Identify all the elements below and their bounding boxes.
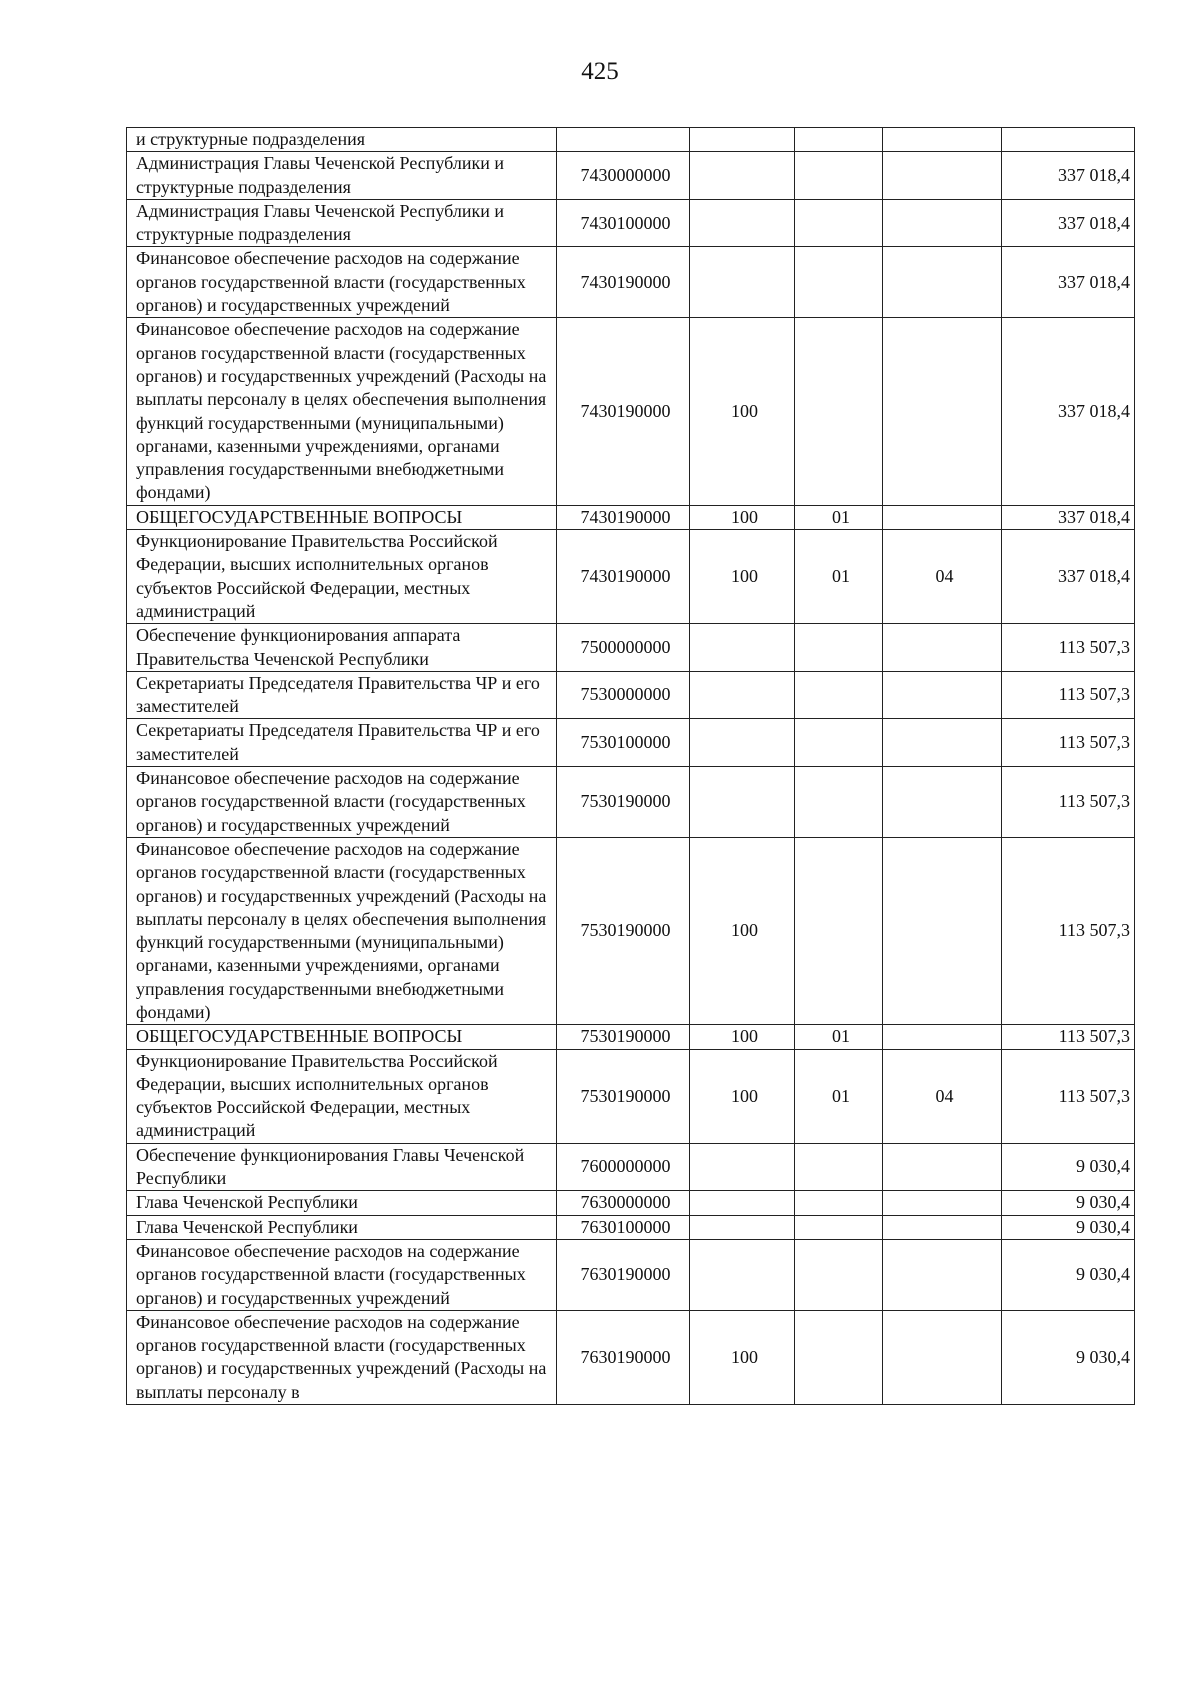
row-code: 7530190000 <box>557 767 690 838</box>
row-code: 7430190000 <box>557 530 690 624</box>
row-code: 7600000000 <box>557 1143 690 1191</box>
row-code: 7630000000 <box>557 1191 690 1215</box>
row-pr: 04 <box>883 530 1002 624</box>
row-vr <box>690 719 795 767</box>
table-row <box>127 152 1135 200</box>
row-name: Секретариаты Председателя Правительства ЧР и его заместителей <box>127 671 557 719</box>
row-name: Глава Чеченской Республики <box>127 1191 557 1215</box>
table-row <box>127 128 1135 152</box>
row-vr: 100 <box>690 318 795 505</box>
row-rz <box>795 1310 883 1404</box>
row-rz <box>795 1239 883 1310</box>
row-sum: 337 018,4 <box>1002 247 1135 318</box>
row-name: Администрация Главы Чеченской Республики и структурные подразделения <box>127 199 557 247</box>
row-code: 7630190000 <box>557 1310 690 1404</box>
row-vr <box>690 767 795 838</box>
row-vr: 100 <box>690 1025 795 1049</box>
table-row <box>127 1143 1135 1191</box>
row-rz: 01 <box>795 1049 883 1143</box>
row-name: и структурные подразделения <box>127 128 557 152</box>
row-sum: 113 507,3 <box>1002 719 1135 767</box>
row-sum: 113 507,3 <box>1002 837 1135 1024</box>
row-rz <box>795 1191 883 1215</box>
row-pr <box>883 1215 1002 1239</box>
row-code: 7530190000 <box>557 1025 690 1049</box>
row-pr: 04 <box>883 1049 1002 1143</box>
row-vr <box>690 128 795 152</box>
row-rz <box>795 247 883 318</box>
row-pr <box>883 624 1002 672</box>
table-row <box>127 1215 1135 1239</box>
row-sum: 9 030,4 <box>1002 1239 1135 1310</box>
row-name: Финансовое обеспечение расходов на содержание органов государственной власти (государственных органов) и государственных учреждений <box>127 767 557 838</box>
row-vr <box>690 199 795 247</box>
row-code: 7430000000 <box>557 152 690 200</box>
row-pr <box>883 152 1002 200</box>
row-pr <box>883 1143 1002 1191</box>
row-code: 7630190000 <box>557 1239 690 1310</box>
table-row <box>127 719 1135 767</box>
table-row <box>127 1239 1135 1310</box>
row-pr <box>883 318 1002 505</box>
row-rz <box>795 1143 883 1191</box>
row-vr <box>690 1215 795 1239</box>
table-row <box>127 1310 1135 1404</box>
table-row <box>127 530 1135 624</box>
table-row <box>127 624 1135 672</box>
row-sum: 113 507,3 <box>1002 767 1135 838</box>
page-number: 425 <box>581 58 619 85</box>
row-code: 7530100000 <box>557 719 690 767</box>
row-vr <box>690 624 795 672</box>
table-row <box>127 837 1135 1024</box>
row-name: Финансовое обеспечение расходов на содержание органов государственной власти (государственных органов) и государственных учреждений <box>127 1239 557 1310</box>
row-sum: 337 018,4 <box>1002 152 1135 200</box>
row-pr <box>883 1025 1002 1049</box>
row-code: 7430190000 <box>557 318 690 505</box>
table-row <box>127 1025 1135 1049</box>
row-name: Секретариаты Председателя Правительства ЧР и его заместителей <box>127 719 557 767</box>
row-vr: 100 <box>690 1049 795 1143</box>
row-name: Администрация Главы Чеченской Республики и структурные подразделения <box>127 152 557 200</box>
row-vr: 100 <box>690 837 795 1024</box>
row-name: ОБЩЕГОСУДАРСТВЕННЫЕ ВОПРОСЫ <box>127 505 557 529</box>
row-pr <box>883 719 1002 767</box>
row-rz: 01 <box>795 1025 883 1049</box>
row-pr <box>883 837 1002 1024</box>
row-name: ОБЩЕГОСУДАРСТВЕННЫЕ ВОПРОСЫ <box>127 1025 557 1049</box>
row-pr <box>883 767 1002 838</box>
row-sum: 9 030,4 <box>1002 1191 1135 1215</box>
row-rz: 01 <box>795 530 883 624</box>
row-code: 7430190000 <box>557 247 690 318</box>
table-row <box>127 318 1135 505</box>
row-vr: 100 <box>690 505 795 529</box>
row-rz <box>795 199 883 247</box>
row-name: Обеспечение функционирования аппарата Правительства Чеченской Республики <box>127 624 557 672</box>
row-name: Функционирование Правительства Российской Федерации, высших исполнительных органов субъектов Российской Федерации, местных администраций <box>127 1049 557 1143</box>
row-vr: 100 <box>690 1310 795 1404</box>
row-rz <box>795 671 883 719</box>
row-name: Финансовое обеспечение расходов на содержание органов государственной власти (государственных органов) и государственных учреждений (Расходы на выплаты персоналу в <box>127 1310 557 1404</box>
row-code: 7530190000 <box>557 1049 690 1143</box>
row-name: Финансовое обеспечение расходов на содержание органов государственной власти (государственных органов) и государственных учреждений <box>127 247 557 318</box>
row-vr <box>690 152 795 200</box>
table-row <box>127 671 1135 719</box>
row-rz <box>795 1215 883 1239</box>
row-vr <box>690 671 795 719</box>
row-code: 7430100000 <box>557 199 690 247</box>
row-sum: 337 018,4 <box>1002 318 1135 505</box>
row-pr <box>883 247 1002 318</box>
table-row <box>127 247 1135 318</box>
row-rz <box>795 837 883 1024</box>
table-row <box>127 1049 1135 1143</box>
row-name: Финансовое обеспечение расходов на содержание органов государственной власти (государственных органов) и государственных учреждений (Расходы на выплаты персоналу в целях обеспечения выполнения функций государственными (муниципальными) органами, казенными учреждениями, органами управления государственными внебюджетными фондами) <box>127 318 557 505</box>
row-sum: 113 507,3 <box>1002 671 1135 719</box>
row-code: 7630100000 <box>557 1215 690 1239</box>
row-sum: 113 507,3 <box>1002 624 1135 672</box>
row-code: 7530000000 <box>557 671 690 719</box>
row-pr <box>883 128 1002 152</box>
row-pr <box>883 199 1002 247</box>
row-vr <box>690 247 795 318</box>
row-rz <box>795 767 883 838</box>
row-name: Функционирование Правительства Российской Федерации, высших исполнительных органов субъектов Российской Федерации, местных администраций <box>127 530 557 624</box>
row-sum <box>1002 128 1135 152</box>
row-pr <box>883 505 1002 529</box>
row-vr <box>690 1191 795 1215</box>
row-vr <box>690 1143 795 1191</box>
row-pr <box>883 671 1002 719</box>
row-sum: 113 507,3 <box>1002 1049 1135 1143</box>
row-rz <box>795 128 883 152</box>
row-code: 7430190000 <box>557 505 690 529</box>
table-row <box>127 1191 1135 1215</box>
row-vr: 100 <box>690 530 795 624</box>
table-row <box>127 505 1135 529</box>
table-row <box>127 767 1135 838</box>
row-vr <box>690 1239 795 1310</box>
row-sum: 337 018,4 <box>1002 199 1135 247</box>
table-row <box>127 199 1135 247</box>
row-sum: 337 018,4 <box>1002 505 1135 529</box>
row-sum: 9 030,4 <box>1002 1143 1135 1191</box>
row-rz <box>795 152 883 200</box>
row-sum: 337 018,4 <box>1002 530 1135 624</box>
row-sum: 9 030,4 <box>1002 1215 1135 1239</box>
row-rz <box>795 318 883 505</box>
row-rz: 01 <box>795 505 883 529</box>
row-code: 7500000000 <box>557 624 690 672</box>
row-code <box>557 128 690 152</box>
row-code: 7530190000 <box>557 837 690 1024</box>
row-name: Глава Чеченской Республики <box>127 1215 557 1239</box>
row-pr <box>883 1191 1002 1215</box>
row-rz <box>795 624 883 672</box>
row-name: Обеспечение функционирования Главы Чеченской Республики <box>127 1143 557 1191</box>
row-name: Финансовое обеспечение расходов на содержание органов государственной власти (государственных органов) и государственных учреждений (Расходы на выплаты персоналу в целях обеспечения выполнения функций государственными (муниципальными) органами, казенными учреждениями, органами управления государственными внебюджетными фондами) <box>127 837 557 1024</box>
row-pr <box>883 1239 1002 1310</box>
row-sum: 113 507,3 <box>1002 1025 1135 1049</box>
row-rz <box>795 719 883 767</box>
budget-table <box>126 127 1135 1405</box>
row-sum: 9 030,4 <box>1002 1310 1135 1404</box>
row-pr <box>883 1310 1002 1404</box>
